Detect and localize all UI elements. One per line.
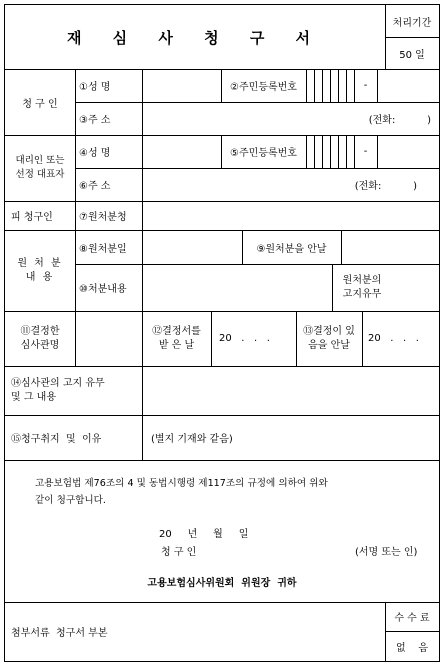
agent-id-label: ⑤주민등록번호 bbox=[230, 148, 297, 159]
form-title: 재 심 사 청 구 서 bbox=[66, 28, 324, 47]
decision-received-field[interactable]: 20 . . . bbox=[219, 333, 270, 344]
original-agency-label: ⑦원처분청 bbox=[79, 212, 127, 223]
claimant-phone-label: (전화: ) bbox=[368, 115, 431, 126]
decision-known-field[interactable]: 20 . . . bbox=[368, 333, 419, 344]
decision-committee-label: ⑪결정한 심사관명 bbox=[20, 325, 60, 351]
processing-period-label: 처리기간 bbox=[392, 17, 432, 29]
agent-id-dash: - bbox=[363, 146, 368, 157]
claimant-id-dash: - bbox=[363, 80, 368, 91]
statement-claimant-label: 청 구 인 bbox=[161, 547, 197, 558]
claimant-section-label: 청 구 인 bbox=[22, 98, 58, 110]
original-disposition-section-label: 원 처 분 내 용 bbox=[17, 257, 63, 283]
examiner-notice-field[interactable] bbox=[143, 367, 439, 414]
original-date-label: ⑧원처분일 bbox=[79, 243, 127, 255]
claimant-id-label: ②주민등록번호 bbox=[230, 82, 297, 93]
claim-reason-field[interactable]: (별지 기재와 같음) bbox=[151, 434, 233, 445]
claimant-address-label: ③주 소 bbox=[79, 115, 111, 126]
decision-known-label: ⑬결정이 있 음을 안날 bbox=[303, 325, 355, 351]
agent-address-field[interactable] bbox=[143, 168, 439, 201]
agent-phone-label: (전화: ) bbox=[354, 181, 417, 192]
agent-name-field[interactable] bbox=[143, 136, 220, 167]
decision-received-label: ⑫결정서를 받 은 날 bbox=[152, 325, 201, 351]
statement-date[interactable]: 20 년 월 일 bbox=[159, 529, 249, 540]
examiner-notice-label: ⑭심사관의 고지 유무 및 그 내용 bbox=[11, 377, 105, 403]
processing-period-value: 50 일 bbox=[399, 49, 425, 61]
original-notice-date-label: ⑨원처분을 안날 bbox=[256, 243, 327, 255]
agent-section-label: 대리인 또는 선정 대표자 bbox=[15, 155, 65, 180]
original-date-field[interactable] bbox=[143, 231, 241, 263]
claimant-address-field[interactable] bbox=[143, 102, 439, 135]
attachment-label: 첨부서류 청구서 부본 bbox=[11, 628, 108, 639]
claimant-id-field[interactable] bbox=[307, 70, 439, 101]
original-notice-date-field[interactable] bbox=[342, 231, 439, 263]
original-agency-field[interactable] bbox=[143, 202, 439, 229]
original-notice-status-label: 원처분의 고지유무 bbox=[342, 274, 382, 300]
decision-committee-field[interactable] bbox=[76, 312, 141, 365]
agent-address-label: ⑥주 소 bbox=[79, 181, 111, 192]
agent-name-label: ④성 명 bbox=[79, 148, 111, 159]
agent-id-field[interactable] bbox=[307, 136, 439, 167]
disposition-content-label: ⑩처분내용 bbox=[79, 284, 127, 295]
legal-statement: 고용보험법 제76조의 4 및 동법시행령 제117조의 규정에 의하여 위와 같이 청구합니다. bbox=[35, 478, 328, 506]
claimant-name-field[interactable] bbox=[143, 70, 220, 101]
original-notice-status-field[interactable] bbox=[393, 265, 439, 310]
signature-label: (서명 또는 인) bbox=[355, 547, 418, 558]
respondent-section-label: 피 청구인 bbox=[11, 212, 53, 223]
claimant-name-label: ①성 명 bbox=[79, 82, 111, 93]
claim-reason-label: ⑮청구취지 및 이유 bbox=[11, 434, 102, 445]
fee-label: 수 수 료 bbox=[394, 613, 430, 624]
appeal-form bbox=[4, 4, 440, 662]
fee-value: 없 음 bbox=[395, 642, 429, 654]
addressee: 고용보험심사위원회 위원장 귀하 bbox=[147, 577, 297, 589]
disposition-content-field[interactable] bbox=[143, 265, 331, 310]
